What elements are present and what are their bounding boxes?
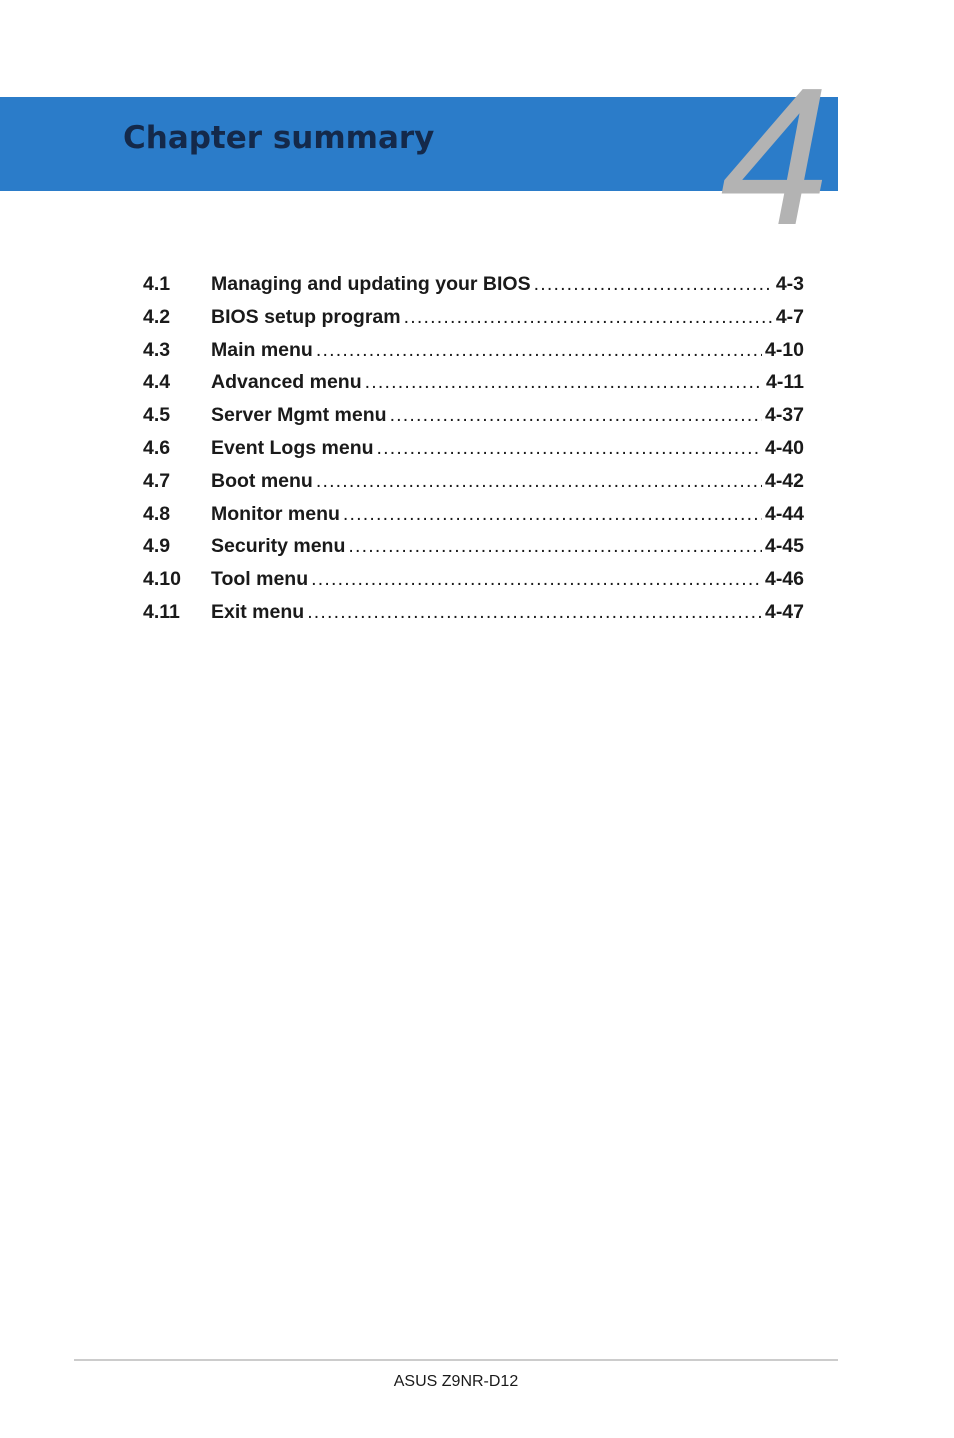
toc-item-title: Boot menu [211,469,313,492]
toc-dot-leader [377,432,762,465]
toc-item-page: 4-37 [764,404,804,427]
toc-item-title: Event Logs menu [211,436,374,459]
toc-dot-leader [316,334,762,367]
toc-item[interactable] [143,498,804,531]
toc-item-title: Exit menu [211,600,305,623]
toc-item-page: 4-10 [764,338,804,361]
toc-dot-leader [343,498,762,531]
toc-item-number: 4.11 [143,600,180,623]
footer-product-name: ASUS Z9NR-D12 [393,1373,519,1390]
toc-dot-leader [534,268,773,301]
toc-item-number: 4.6 [143,436,171,459]
toc-item-page: 4-42 [764,469,804,492]
toc-dot-leader [404,301,773,334]
toc-item[interactable] [143,399,804,432]
toc-item[interactable] [143,530,804,563]
toc-item-number: 4.5 [143,404,171,427]
toc-item-title: BIOS setup program [211,305,401,328]
toc-item-title: Managing and updating your BIOS [211,273,531,295]
toc-item-number: 4.3 [143,338,171,361]
chapter-number: 4 [720,47,824,266]
toc-item-number: 4.4 [143,371,171,394]
toc-item-number: 4.10 [143,568,181,591]
toc-item[interactable] [143,268,804,301]
toc-item[interactable] [143,334,804,367]
toc-item-number: 4.7 [143,469,171,492]
toc-item-page: 4-3 [775,273,804,295]
toc-item[interactable] [143,366,804,399]
toc-item-page: 4-44 [764,502,804,525]
toc-item-page: 4-40 [764,436,804,459]
toc-dot-leader [307,596,762,629]
toc-item-number: 4.1 [143,273,171,295]
toc-item[interactable] [143,465,804,498]
toc-dot-leader [311,563,762,596]
toc-item-page: 4-45 [764,535,804,558]
footer-divider [74,1359,838,1361]
toc-item-title: Advanced menu [211,371,362,394]
toc-item-title: Monitor menu [211,502,340,525]
toc-dot-leader [316,465,762,498]
toc-dot-leader [365,366,763,399]
toc-item[interactable] [143,596,804,629]
toc-item-page: 4-46 [764,568,804,591]
toc-item-number: 4.9 [143,535,171,558]
toc-item-title: Tool menu [211,568,309,591]
toc-item-title: Security menu [211,535,346,558]
toc-dot-leader [390,399,762,432]
table-of-contents [143,268,804,629]
toc-dot-leader [348,530,762,563]
toc-item-title: Server Mgmt menu [211,404,387,427]
toc-item[interactable] [143,563,804,596]
toc-item-page: 4-7 [775,305,804,328]
toc-item-page: 4-47 [764,600,804,623]
toc-item-page: 4-11 [766,371,804,394]
toc-item-number: 4.8 [143,502,171,525]
toc-item-number: 4.2 [143,305,171,328]
toc-item-title: Main menu [211,338,313,361]
toc-item[interactable] [143,432,804,465]
chapter-title: Chapter summary [123,120,435,156]
toc-item[interactable] [143,301,804,334]
